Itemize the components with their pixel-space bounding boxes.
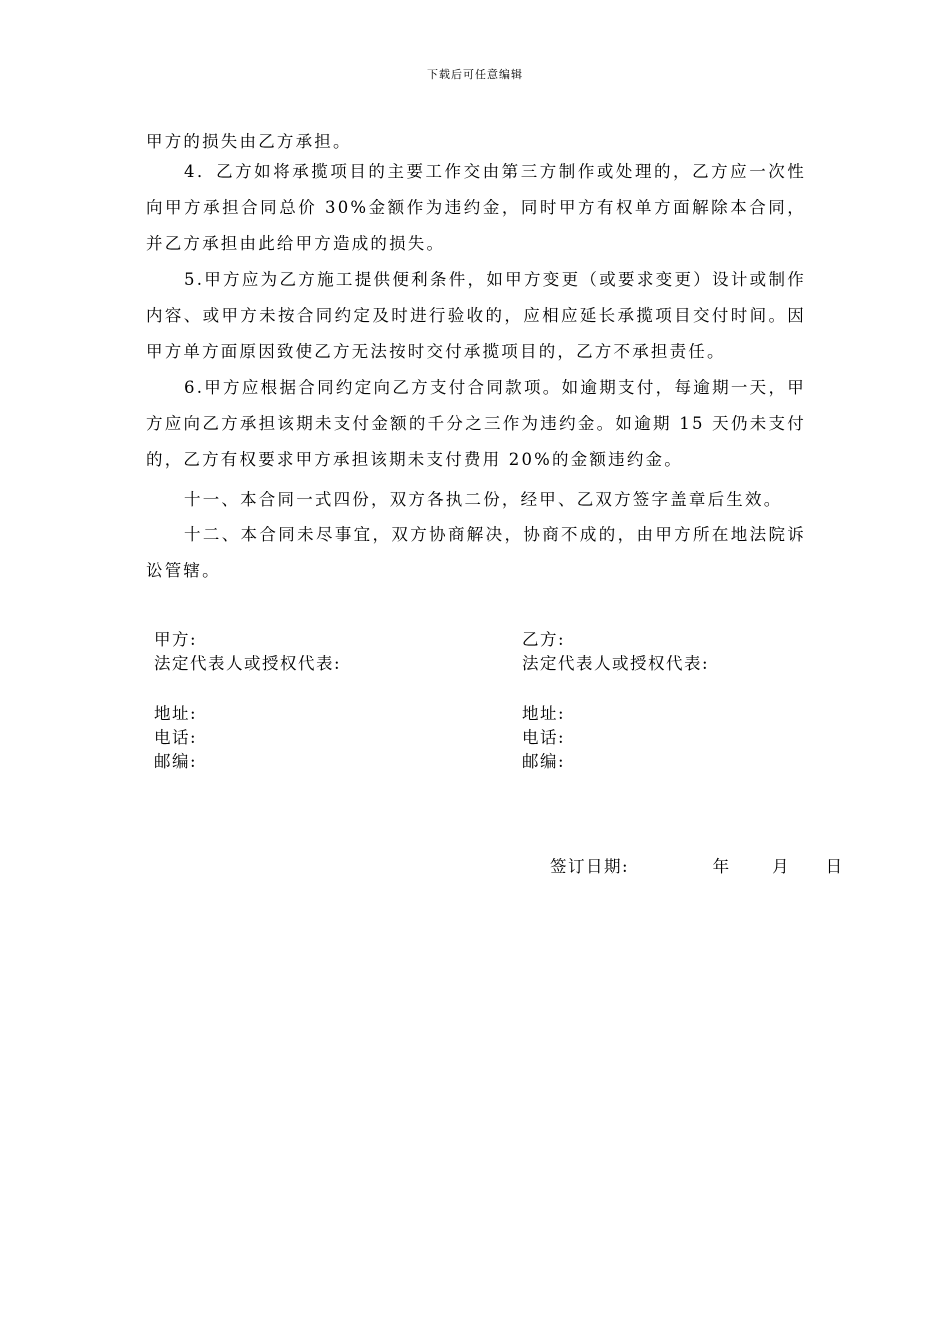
- signing-date-year: 年: [712, 857, 731, 876]
- party-a-signature-block: [154, 628, 341, 774]
- paragraph-clause-5: 5.甲方应为乙方施工提供便利条件，如甲方变更（或要求变更）设计或制作内容、或甲方未按合同约定及时进行验收的，应相应延长承揽项目交付时间。因甲方单方面原因致使乙方无法按时交付承揽项目的，乙方不承担责任。: [146, 270, 806, 361]
- party-b-name-label: 乙方:: [522, 630, 566, 649]
- paragraph-clause-6: 6.甲方应根据合同约定向乙方支付合同款项。如逾期支付，每逾期一天，甲方应向乙方承担该期未支付金额的千分之三作为违约金。如逾期 15 天仍未支付的，乙方有权要求甲方承担该期未支付费用 20%的金额违约金。: [146, 378, 806, 469]
- party-b-phone-label: 电话:: [522, 728, 566, 747]
- page-header-note: 下载后可任意编辑: [427, 68, 523, 81]
- paragraph-continuation: 甲方的损失由乙方承担。: [146, 132, 352, 151]
- party-b-signature-block: [522, 628, 709, 774]
- signing-date-day: 日: [825, 857, 844, 876]
- paragraph-article-12: 十二、本合同未尽事宜，双方协商解决，协商不成的，由甲方所在地法院诉讼管辖。: [146, 525, 806, 580]
- party-a-address-label: 地址:: [154, 704, 198, 723]
- party-a-postcode-label: 邮编:: [154, 752, 198, 771]
- signing-date-label: 签订日期:: [550, 857, 630, 876]
- party-a-name-label: 甲方:: [154, 630, 198, 649]
- party-b-representative-label: 法定代表人或授权代表:: [522, 654, 710, 673]
- paragraph-clause-4: 4．乙方如将承揽项目的主要工作交由第三方制作或处理的，乙方应一次性向甲方承担合同总价 30%金额作为违约金，同时甲方有权单方面解除本合同，并乙方承担由此给甲方造成的损失。: [146, 162, 806, 253]
- party-b-address-label: 地址:: [522, 704, 566, 723]
- party-a-phone-label: 电话:: [154, 728, 198, 747]
- paragraph-article-11: 十一、本合同一式四份，双方各执二份，经甲、乙双方签字盖章后生效。: [184, 490, 783, 509]
- party-b-postcode-label: 邮编:: [522, 752, 566, 771]
- signing-date-month: 月: [772, 857, 791, 876]
- party-a-representative-label: 法定代表人或授权代表:: [154, 654, 342, 673]
- signing-date-line: [550, 853, 844, 877]
